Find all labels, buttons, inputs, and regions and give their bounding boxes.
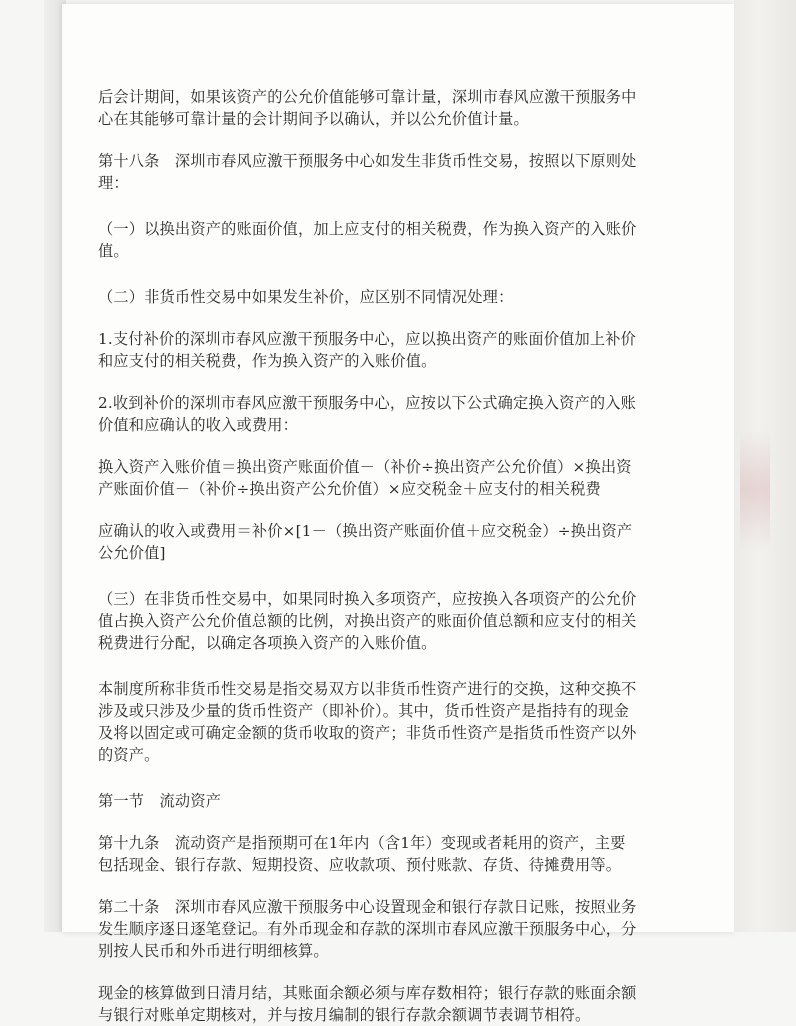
article-19: 第十九条 流动资产是指预期可在1年内（含1年）变现或者耗用的资产，主要包括现金、银行存款、短期投资、应收款项、预付账款、存货、待摊费用等。 [98,834,626,874]
formula-entry-value: 换入资产入账价值＝换出资产账面价值－（补价÷换出资产公允价值）×换出资产账面价值－（补价÷换出资产公允价值）×应交税金＋应支付的相关税费 [98,458,632,498]
clause-3: （三）在非货币性交易中，如果同时换入多项资产，应按换入各项资产的公允价值占换入资产公允价值总额的比例，对换出资产的账面价值总额和应支付的相关税费进行分配，以确定各项换入资产的入账价值。 [98,590,637,652]
paragraph-continuation: 后会计期间，如果该资产的公允价值能够可靠计量，深圳市春风应激干预服务中心在其能够可靠计量的会计期间予以确认，并以公允价值计量。 [98,88,637,128]
article-20: 第二十条 深圳市春风应激干预服务中心设置现金和银行存款日记账，按照业务发生顺序逐日逐笔登记。有外币现金和存款的深圳市春风应激干预服务中心，分别按人民币和外币进行明细核算。 [98,898,637,960]
binding-mark [740,430,770,550]
section-heading: 第一节 流动资产 [98,792,222,810]
clause-2-item-2: 2.收到补价的深圳市春风应激干预服务中心，应按以下公式确定换入资产的入账价值和应确认的收入或费用： [98,394,637,434]
article-18: 第十八条 深圳市春风应激干预服务中心如发生非货币性交易，按照以下原则处理： [98,152,637,192]
clause-2: （二）非货币性交易中如果发生补价，应区别不同情况处理： [98,288,514,306]
definition-paragraph: 本制度所称非货币性交易是指交易双方以非货币性资产进行的交换，这种交换不涉及或只涉及少量的货币性资产（即补价）。其中，货币性资产是指持有的现金及将以固定或可确定金额的货币收取的资产；非货币性资产是指货币性资产以外的资产。 [98,680,637,764]
clause-2-item-1: 1.支付补价的深圳市春风应激干预服务中心，应以换出资产的账面价值加上补价和应支付的相关税费，作为换入资产的入账价值。 [98,330,637,370]
formula-income: 应确认的收入或费用＝补价×[1－（换出资产账面价值＋应交税金）÷换出资产公允价值] [98,522,633,562]
document-body [98,86,638,1026]
clause-1: （一）以换出资产的账面价值，加上应支付的相关税费，作为换入资产的入账价值。 [98,220,637,260]
cash-paragraph: 现金的核算做到日清月结，其账面余额必须与库存数相符；银行存款的账面余额与银行对账单定期核对，并与按月编制的银行存款余额调节表调节相符。 [98,984,637,1024]
